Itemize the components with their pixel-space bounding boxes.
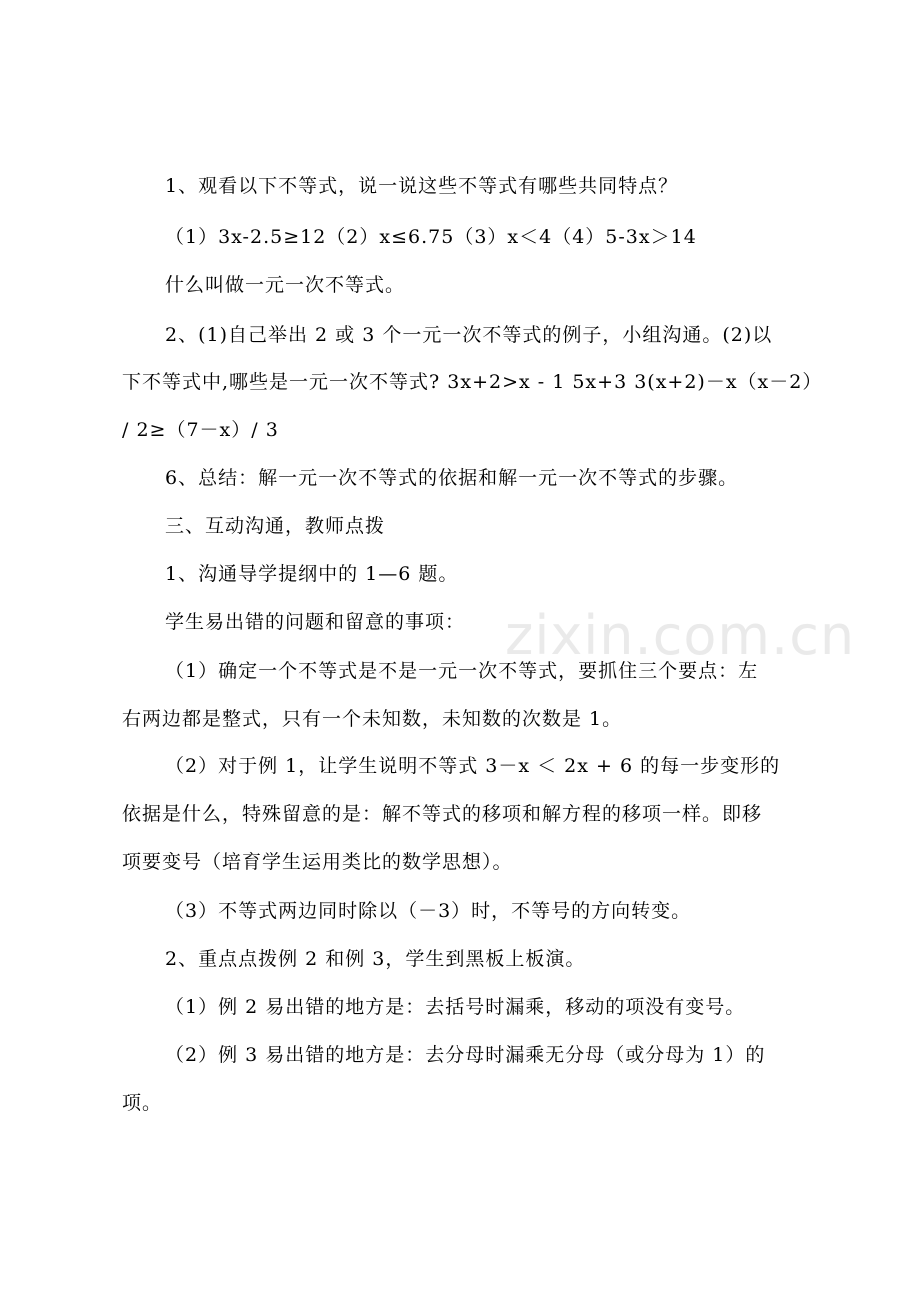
text-line-3: 什么叫做一元一次不等式。 [165, 274, 406, 296]
text-line-7: 6、总结：解一元一次不等式的依据和解一元一次不等式的步骤。 [165, 467, 739, 489]
text-line-4: 2、(1)自己举出 2 或 3 个一元一次不等式的例子，小组沟通。(2)以 [165, 324, 773, 346]
text-line-8: 三、互动沟通，教师点拨 [165, 515, 386, 537]
text-line-9: 1、沟通导学提纲中的 1—6 题。 [165, 563, 459, 585]
text-line-15: 项要变号（培育学生运用类比的数学思想）。 [122, 851, 513, 873]
text-line-5: 下不等式中,哪些是一元一次不等式? 3x+2>x - 1 5x+3 3(x+2)－x（x－2） [122, 371, 823, 393]
text-line-12: 右两边都是整式，只有一个未知数，未知数的次数是 1。 [122, 708, 623, 730]
text-line-17: 2、重点点拨例 2 和例 3，学生到黑板上板演。 [165, 948, 586, 970]
text-line-2: （1）3x-2.5≥12（2）x≤6.75（3）x＜4（4）5-3x＞14 [165, 226, 697, 248]
text-line-20: 项。 [122, 1092, 163, 1114]
text-line-13: （2）对于例 1，让学生说明不等式 3－x ＜ 2x + 6 的每一步变形的 [165, 755, 781, 777]
text-line-10: 学生易出错的问题和留意的事项： [165, 611, 466, 633]
watermark-text: zixin.com.cn [505, 604, 856, 667]
text-line-6: / 2≥（7－x）/ 3 [122, 419, 279, 441]
text-line-1: 1、观看以下不等式，说一说这些不等式有哪些共同特点？ [165, 175, 679, 197]
text-line-11: （1）确定一个不等式是不是一元一次不等式，要抓住三个要点：左 [165, 660, 759, 682]
text-line-16: （3）不等式两边同时除以（－3）时，不等号的方向转变。 [165, 900, 692, 922]
text-line-18: （1）例 2 易出错的地方是：去括号时漏乘，移动的项没有变号。 [165, 996, 746, 1018]
text-line-14: 依据是什么，特殊留意的是：解不等式的移项和解方程的移项一样。即移 [122, 803, 763, 825]
text-line-19: （2）例 3 易出错的地方是：去分母时漏乘无分母（或分母为 1）的 [165, 1044, 766, 1066]
